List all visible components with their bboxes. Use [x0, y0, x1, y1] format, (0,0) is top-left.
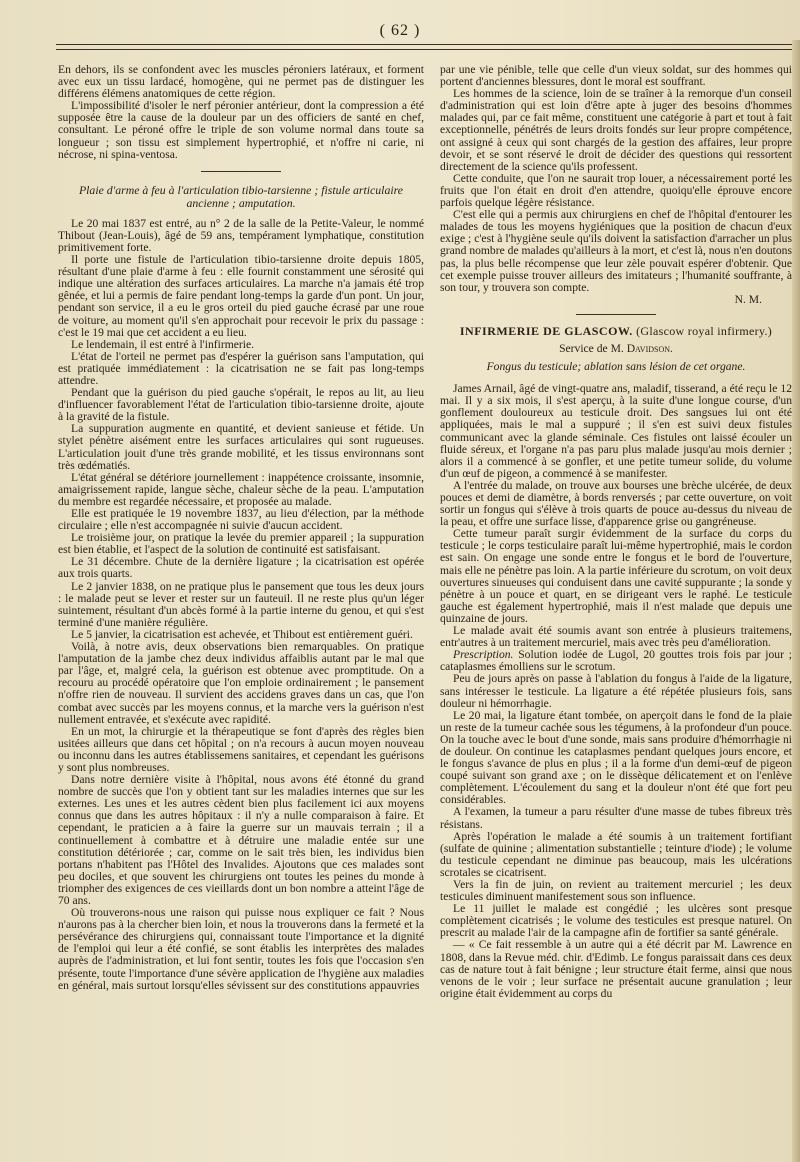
- left-column: [58, 64, 424, 992]
- service-line: [440, 343, 792, 355]
- paragraph: Cette tumeur paraît surgir évidemment de la surface du corps du testicule ; le corps testiculaire paraît lui-même hypertrophié, mais le cordon est sain. On engage une sonde entre le fongus et le bord de l'ouverture, mais elle ne pénètre pas loin. A la partie inférieure du scrotum, on voit deux ouvertures sinueuses qui conduisent dans une cavité suppurante ; la sonde y pénètre à un pouce et quart, en se dirigeant vers le raphé. Le testicule gauche est également hypertrophié, mais il n'est malade que depuis une quinzaine de jours.: [440, 527, 792, 625]
- paragraph: A l'examen, la tumeur a paru résulter d'une masse de tubes fibreux très résistans.: [440, 805, 792, 831]
- paragraph: Le 5 janvier, la cicatrisation est achevée, et Thibout est entièrement guéri.: [71, 627, 413, 641]
- paragraph: [440, 649, 792, 673]
- paragraph: A l'entrée du malade, on trouve aux bourses une brèche ulcérée, de deux pouces et demi de diamètre, à bords renversés ; par cette ouverture, on voit sortir un fongus qui s'élève à trois quarts de pouce au-dessus du niveau de la peau, et offre une surface lisse, d'apparence grise ou gangréneuse.: [440, 478, 792, 529]
- section-divider: [576, 314, 656, 315]
- paragraph: Voilà, à notre avis, deux observations bien remarquables. On pratique l'amputation de la jambe chez deux individus affaiblis autant par le mal que par l'âge, et, malgré cela, la guérison est obtenue avec promptitude. On a recouru au procédé opératoire que l'on emploie ordinairement ; le pansement n'offre rien de nouveau. Il survient des accidens graves dans un cas, que l'on combat avec succès par les moyens connus, et la marche vers la guérison n'est nullement entravée, et s'exécute avec rapidité.: [58, 640, 424, 726]
- section-heading: [440, 325, 792, 337]
- paragraph: par une vie pénible, telle que celle d'un vieux soldat, sur des hommes qui portent d'anciennes blessures, dont le moral est souffrant.: [440, 63, 792, 89]
- paragraph: Le troisième jour, on pratique la levée du premier appareil ; la suppuration est bien établie, et l'aspect de la solution de continuité est satisfaisant.: [58, 531, 424, 557]
- paragraph: Le 31 décembre. Chute de la dernière ligature ; la cicatrisation est opérée aux trois quarts.: [58, 555, 424, 581]
- paragraph: Où trouverons-nous une raison qui puisse nous expliquer ce fait ? Nous n'aurons pas à la chercher bien loin, et nous la trouverons dans la fermeté et la persévérance des chirurgiens qui, connaissant toute l'importance et la dignité de l'emploi qui leur a été confié, se sont établis les interprètes des malades auprès de l'administration, et lui font sentir, toutes les fois que l'occasion s'en présente, toute l'importance d'une sévère application de l'hygiène aux maladies en général, mais surtout lorsqu'elles sévissent sur des constitutions appauvries: [58, 906, 424, 992]
- paragraph: En dehors, ils se confondent avec les muscles péroniers latéraux, et forment avec eux un tissu lardacé, homogène, qui ne permet pas de distinguer les différens élémens anatomiques de cette région.: [58, 63, 424, 101]
- prescription-text: Solution iodée de Lugol, 20 gouttes trois fois par jour ; cataplasmes émolliens sur le scrotum.: [440, 648, 792, 674]
- paragraph: Les hommes de la science, loin de se traîner à la remorque d'un conseil d'administration qui est loin d'être apte à juger des besoins d'hommes malades qui, par ce fait même, constituent une catégorie à part et tout à fait exceptionnelle, pénétrés de leurs droits fondés sur leur propre compétence, ont assigné à ceux qui sont chargés de la gestion des affaires, leur propre devoir, et se sont réservé le droit de décider des questions qui ressortent directement de la science qu'ils professent.: [440, 87, 792, 173]
- paragraph: Le 11 juillet le malade est congédié ; les ulcères sont presque complètement cicatrisés ; le volume des testicules est presque naturel. On prescrit au malade l'air de la campagne afin de fortifier sa santé générale.: [440, 902, 792, 940]
- article-title: Plaie d'arme à feu à l'articulation tibio-tarsienne ; fistule articulaire ancienne ; amputation.: [78, 182, 404, 210]
- paragraph: — « Ce fait ressemble à un autre qui a été décrit par M. Lawrence en 1808, dans la Revue méd. chir. d'Edimb. Le fongus paraissait dans ces deux cas de nature tout à fait bénigne ; leur structure était ferme, ainsi que nous venons de le voir ; leur surface ne présentait aucune granulation ; leur origine était évidemment au corps du: [440, 938, 792, 1000]
- service-prefix: Service de M.: [559, 341, 624, 355]
- paragraph: Dans notre dernière visite à l'hôpital, nous avons été étonné du grand nombre de succès que l'on y obtient tant sur les maladies internes que sur les externes. Les unes et les autres cèdent bien plus facilement ici aux moyens connus que dans les autres hôpitaux : il n'y a nulle comparaison à faire. Et cependant, le praticien a à faire la guerre sur un mauvais terrain ; il a continuellement à combattre et à détruire une maladie entée sur une constitution détériorée ; car, comme on le sait très bien, les individus bien portans n'habitent pas l'Hôtel des Invalides. Ajoutons que ces malades sont peu dociles, et que souvent les chirurgiens ont toutes les peines du monde à triompher des exigences de ces vieillards dont un bon nombre a atteint l'âge de 70 ans.: [58, 773, 424, 907]
- header-rule: [56, 44, 792, 50]
- page-edge: [792, 40, 800, 1162]
- article-title: Fongus du testicule; ablation sans lésion de cet organe.: [486, 360, 746, 374]
- paragraph: L'état général se détériore journellement : inappétence croissante, insomnie, amaigrissement rapide, langue sèche, chaleur sèche de la peau. L'amputation du membre est regardée nécessaire, et proposée au malade.: [58, 470, 424, 508]
- signature: N. M.: [734, 292, 762, 306]
- paragraph: La suppuration augmente en quantité, et devient sanieuse et fétide. Un stylet pénètre aisément entre les surfaces articulaires qui sont rugueuses. L'articulation jouit d'une très grande mobilité, et les tissus environnans sont très œdématiés.: [58, 422, 424, 472]
- prescription-label: Prescription.: [453, 648, 514, 662]
- paragraph: Peu de jours après on passe à l'ablation du fongus à l'aide de la ligature, sans intéresser le testicule. La ligature a été répétée plusieurs fois, sans douleur ni hémorrhagie.: [440, 672, 792, 710]
- page-number: ( 62 ): [379, 22, 421, 39]
- paragraph: Elle est pratiquée le 19 novembre 1837, au lieu d'élection, par la méthode circulaire ; elle n'est accompagnée ni suivie d'aucun accident.: [58, 507, 424, 533]
- paragraph: Pendant que la guérison du pied gauche s'opérait, le repos au lit, au lieu d'influencer favorablement l'état de l'articulation tibio-tarsienne droite, ajoute à la gravité de la fistule.: [58, 386, 424, 424]
- paragraph: Le lendemain, il est entré à l'infirmerie.: [71, 337, 255, 351]
- heading-title: INFIRMERIE DE GLASCOW.: [459, 323, 633, 338]
- right-column: [440, 64, 792, 1000]
- paragraph: Cette conduite, que l'on ne saurait trop louer, a nécessairement porté les fruits que l'on était en droit d'en attendre, quoiqu'elle éprouve encore parfois quelque légère résistance.: [440, 171, 792, 210]
- service-name: Davidson.: [626, 341, 673, 355]
- paragraph: Le 20 mai 1837 est entré, au n° 2 de la salle de la Petite-Valeur, le nommé Thibout (Jean-Louis), âgé de 59 ans, tempérament lymphatique, constitution primitivement forte.: [58, 216, 424, 254]
- heading-subtitle: (Glascow royal infirmery.): [636, 323, 773, 338]
- paragraph: Le 2 janvier 1838, on ne pratique plus le pansement que tous les deux jours : le malade peut se lever et rester sur un fauteuil. Il ne reste plus qu'un léger suintement, résultant d'un abcès formé à la partie interne du genou, et qui s'est terminé d'une manière régulière.: [58, 579, 424, 629]
- paragraph: Vers la fin de juin, on revient au traitement mercuriel ; les deux testicules diminuent manifestement sous son influence.: [440, 878, 792, 904]
- paragraph: L'impossibilité d'isoler le nerf péronier antérieur, dont la compression a été supposée être la cause de la douleur par un des officiers de santé en chef, consultant. Le péroné offre le triple de son volume normal dans toute sa longueur ; son tissu est simplement hypertrophié, et n'offre ni carie, ni nécrose, ni spina-ventosa.: [58, 99, 424, 161]
- paragraph: Le malade avait été soumis avant son entrée à plusieurs traitemens, entr'autres à un traitement mercuriel, mais avec très peu d'amélioration.: [440, 624, 792, 650]
- paragraph: Après l'opération le malade a été soumis à un traitement fortifiant (sulfate de quinine ; alimentation substantielle ; teinture d'iode) ; le volume du testicule cependant ne diminue pas beaucoup, mais les ulcérations scrotales se cicatrisent.: [440, 829, 792, 879]
- paragraph: En un mot, la chirurgie et la thérapeutique se font d'après des règles bien usitées ailleurs que dans cet hôpital ; on n'a recours à aucun moyen nouveau ou inconnu dans les autres établissemens sanitaires, et cependant les guérisons y sont plus nombreuses.: [58, 724, 424, 774]
- section-divider: [201, 171, 281, 172]
- paragraph: Il porte une fistule de l'articulation tibio-tarsienne droite depuis 1805, résultant d'une plaie d'arme à feu : elle fournit constamment une sérosité qui indique une altération des surfaces articulaires. La marche n'a jamais été trop gênée, et lui a permis de faire pendant long-temps la garde d'un pont. Un jour, pendant son service, il a eu le gros orteil du pied gauche écrasé par une roue de voiture, au moment qu'il s'en approchait pour recevoir le prix du passage : c'est le 19 mai que cet accident a eu lieu.: [58, 253, 424, 339]
- paragraph: C'est elle qui a permis aux chirurgiens en chef de l'hôpital d'entourer les malades de tous les moyens hygiéniques que la position de chacun d'eux exige ; c'est à l'hygiène seule qu'ils doivent la satisfaction d'arracher un plus grand nombre de malades qu'ailleurs à la mort, et c'est là, nous n'en doutons pas, la plus belle récompense que leur zèle pouvait espérer d'obtenir. Que cet exemple puisse trouver ailleurs des imitateurs ; l'humanité souffrante, à son tour, y trouvera son compte.: [440, 208, 792, 294]
- paragraph: L'état de l'orteil ne permet pas d'espérer la guérison sans l'amputation, qui est pratiquée immédiatement : la cicatrisation ne se fait pas long-temps attendre.: [58, 349, 424, 387]
- paragraph: Le 20 mai, la ligature étant tombée, on aperçoit dans le fond de la plaie un reste de la tumeur cachée sous les tégumens, à la profondeur d'un pouce. On la touche avec le bout d'une sonde, mais sans produire d'hémorrhagie ni de douleur. On continue les cataplasmes pendant quelques jours encore, et le fongus s'avance de plus en plus ; il a la forme d'un demi-œuf de pigeon coupé suivant son grand axe ; on le dissèque délicatement et on l'enlève complètement. L'écoulement du sang et la douleur n'ont été que fort peu considérables.: [440, 708, 792, 807]
- paragraph: James Arnail, âgé de vingt-quatre ans, maladif, tisserand, a été reçu le 12 mai. Il y a six mois, il s'est aperçu, à la suite d'une longue course, d'un gonflement douloureux au testicule droit. Des sangsues lui ont été appliquées, mais le mal a suppuré ; il s'en est suivi deux fistules communicant avec la glande séminale. Ces fistules ont laissé écouler un fluide séreux, et l'organe n'a pas paru plus malade jusqu'au mois dernier ; alors il a commencé à se gonfler, et une petite tumeur solide, du volume d'un œuf de pigeon, a commencé à se manifester.: [440, 382, 792, 480]
